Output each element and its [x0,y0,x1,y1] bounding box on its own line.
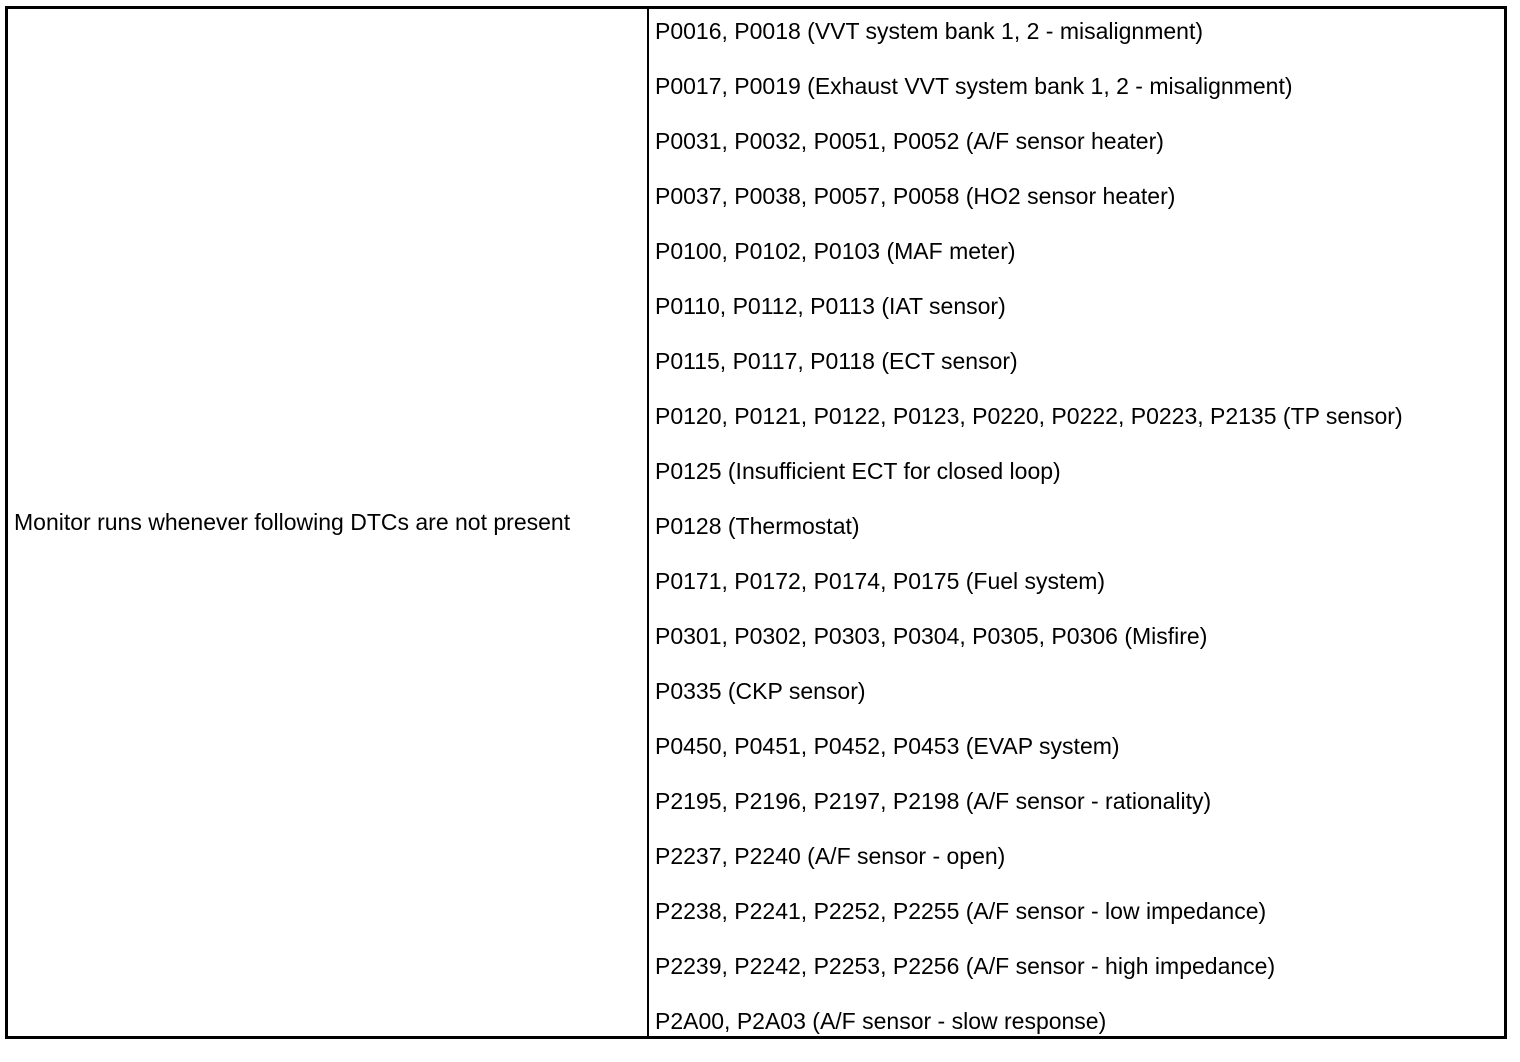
dtc-list-item: P0450, P0451, P0452, P0453 (EVAP system) [655,733,1120,759]
dtc-list [655,17,1504,1062]
condition-cell [8,9,649,1036]
dtc-conditions-table [5,6,1507,1039]
dtc-list-item: P0128 (Thermostat) [655,513,860,539]
dtc-list-item: P0115, P0117, P0118 (ECT sensor) [655,348,1018,374]
dtc-list-item: P2239, P2242, P2253, P2256 (A/F sensor - high impedance) [655,953,1276,979]
dtc-list-item: P0335 (CKP sensor) [655,678,866,704]
dtc-list-item: P0017, P0019 (Exhaust VVT system bank 1, 2 - misalignment) [655,73,1293,99]
dtc-list-item: P0301, P0302, P0303, P0304, P0305, P0306 (Misfire) [655,623,1208,649]
dtc-list-item: P0037, P0038, P0057, P0058 (HO2 sensor heater) [655,183,1176,209]
dtc-list-item: P0171, P0172, P0174, P0175 (Fuel system) [655,568,1106,594]
dtc-list-item: P0125 (Insufficient ECT for closed loop) [655,458,1061,484]
dtc-list-item: P2A00, P2A03 (A/F sensor - slow response) [655,1008,1107,1034]
dtc-list-item: P0016, P0018 (VVT system bank 1, 2 - misalignment) [655,18,1204,44]
dtc-list-item: P0031, P0032, P0051, P0052 (A/F sensor heater) [655,128,1164,154]
dtc-list-item: P0110, P0112, P0113 (IAT sensor) [655,293,1006,319]
dtc-list-item: P2237, P2240 (A/F sensor - open) [655,843,1006,869]
dtc-list-item: P0120, P0121, P0122, P0123, P0220, P0222, P0223, P2135 (TP sensor) [655,403,1403,429]
dtc-list-item: P2195, P2196, P2197, P2198 (A/F sensor - rationality) [655,788,1212,814]
dtc-list-item: P2238, P2241, P2252, P2255 (A/F sensor - low impedance) [655,898,1267,924]
condition-label: Monitor runs whenever following DTCs are not present [14,509,571,535]
dtc-list-cell [649,9,1504,1036]
dtc-list-item: P0100, P0102, P0103 (MAF meter) [655,238,1016,264]
